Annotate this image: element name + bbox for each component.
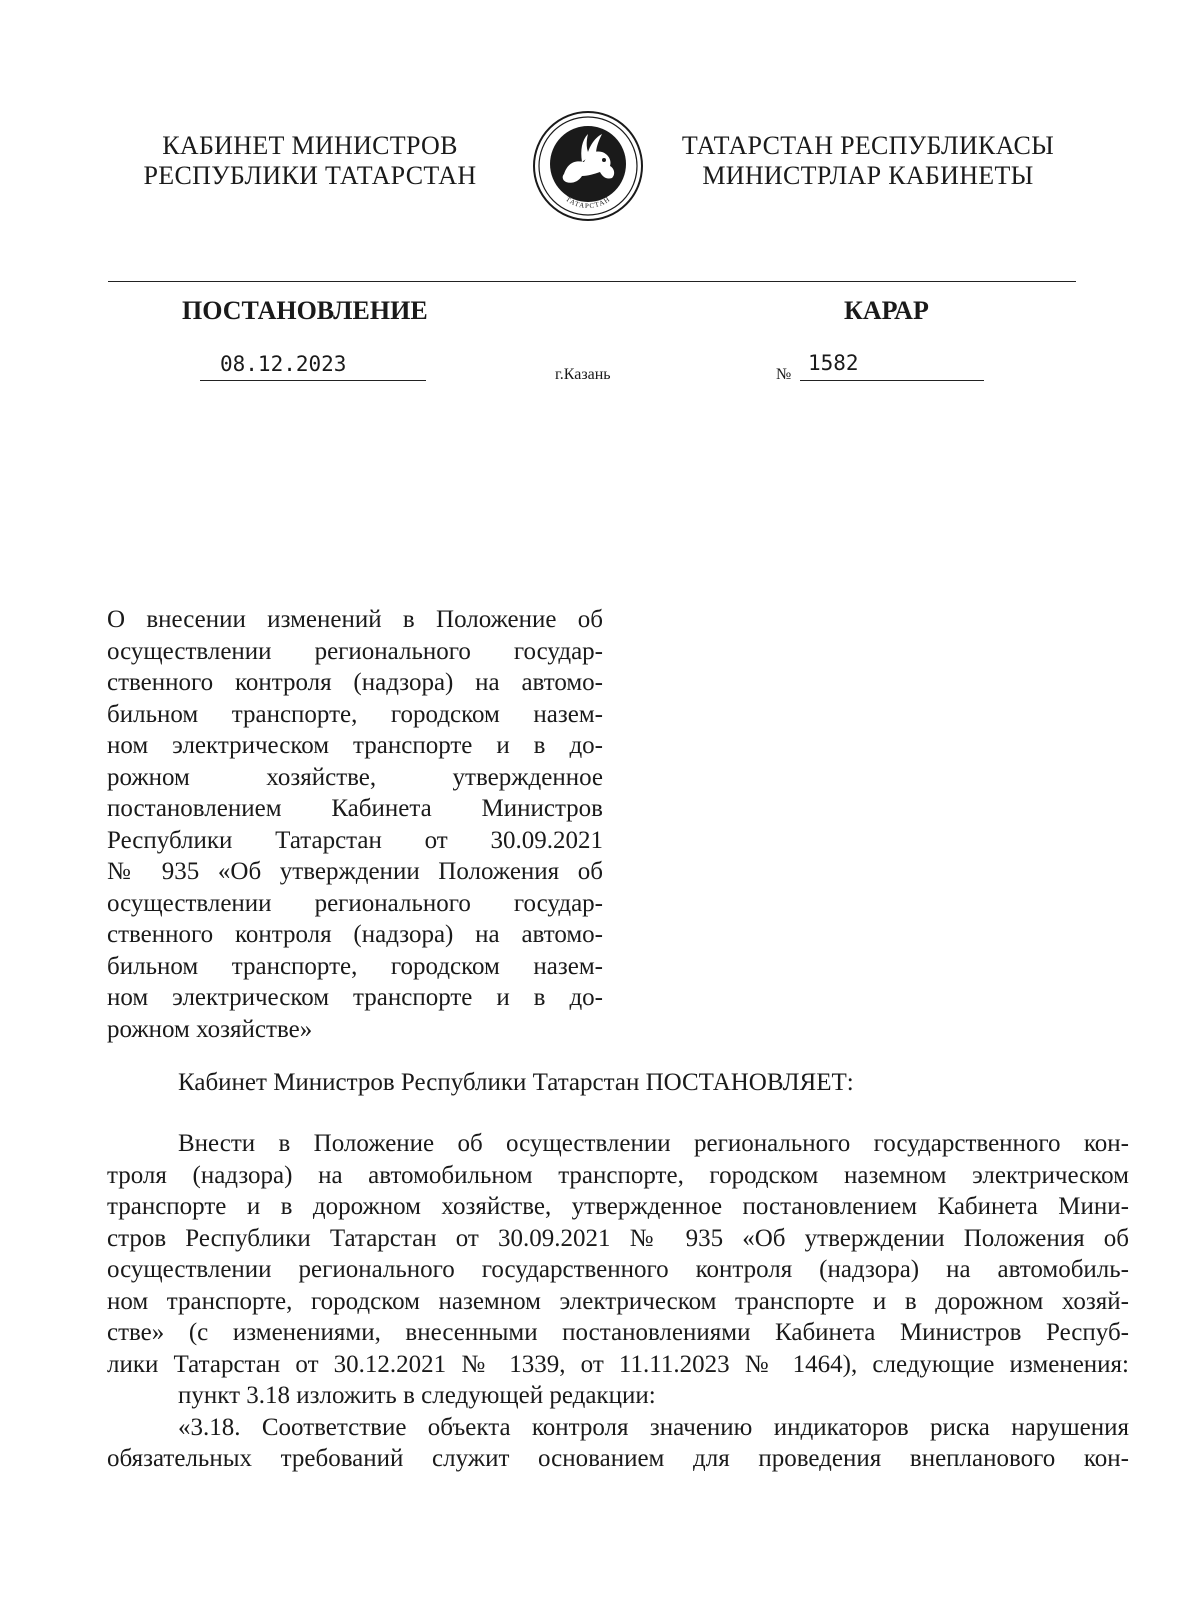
document-title — [107, 604, 603, 1045]
title-line: постановлением Кабинета Министров — [107, 795, 603, 822]
issuer-tt-line2: МИНИСТРЛАР КАБИНЕТЫ — [702, 161, 1034, 190]
body-line: лики Татарстан от 30.12.2021 № 1339, от 11.11.2023 № 1464), следующие изменения: — [107, 1350, 1129, 1378]
issuer-ru — [130, 131, 490, 191]
title-line: Республики Татарстан от 30.09.2021 — [107, 826, 603, 854]
body-line: осуществлении регионального государственного контроля (надзора) на автомобиль- — [107, 1256, 1129, 1283]
title-line: ном электрическом транспорте и в до- — [107, 732, 603, 759]
title-line: бильном транспорте, городском назем- — [107, 952, 603, 980]
doc-type-ru: ПОСТАНОВЛЕНИЕ — [182, 296, 428, 325]
issuer-ru-line1: КАБИНЕТ МИНИСТРОВ — [162, 131, 458, 160]
doc-date: 08.12.2023 — [220, 352, 347, 376]
emblem-label: ТАТАРСТАН — [564, 195, 612, 211]
date-underline — [200, 380, 426, 381]
title-line: ном электрическом транспорте и в до- — [107, 984, 603, 1011]
title-line: ственного контроля (надзора) на автомо- — [107, 669, 603, 696]
decree-statement: Кабинет Министров Республики Татарстан ПОСТАНОВЛЯЕТ: — [178, 1069, 854, 1096]
doc-city: г.Казань — [555, 366, 611, 383]
title-line: бильном транспорте, городском назем- — [107, 700, 603, 728]
body-line: транспорте и в дорожном хозяйстве, утвержденное постановлением Кабинета Мини- — [107, 1193, 1129, 1220]
doc-type-tt: КАРАР — [844, 296, 929, 325]
doc-number: 1582 — [808, 351, 859, 375]
document-body — [107, 1128, 1129, 1475]
title-line: рожном хозяйстве, утвержденное — [107, 763, 603, 791]
number-underline — [800, 380, 984, 381]
body-line: Внести в Положение об осуществлении регионального государственного кон- — [178, 1130, 1129, 1157]
issuer-ru-line2: РЕСПУБЛИКИ ТАТАРСТАН — [143, 161, 477, 190]
body-line: стров Республики Татарстан от 30.09.2021 № 935 «Об утверждении Положения об — [107, 1224, 1129, 1252]
issuer-tt-line1: ТАТАРСТАН РЕСПУБЛИКАСЫ — [681, 131, 1055, 160]
body-line: стве» (с изменениями, внесенными постановлениями Кабинета Министров Респуб- — [107, 1319, 1129, 1346]
body-line: пункт 3.18 изложить в следующей редакции: — [178, 1382, 656, 1409]
header-rule — [108, 281, 1076, 282]
title-line: О внесении изменений в Положение об — [107, 606, 603, 633]
body-line: ном транспорте, городском наземном электрическом транспорте и в дорожном хозяй- — [107, 1287, 1129, 1315]
title-line: осуществлении регионального государ- — [107, 637, 603, 665]
title-line: ственного контроля (надзора) на автомо- — [107, 921, 603, 948]
body-line: «3.18. Соответствие объекта контроля значению индикаторов риска нарушения — [178, 1413, 1129, 1441]
issuer-tt — [668, 131, 1068, 191]
title-line: № 935 «Об утверждении Положения об — [107, 858, 603, 885]
body-line: обязательных требований служит основанием для проведения внепланового кон- — [107, 1445, 1129, 1472]
title-line: осуществлении регионального государ- — [107, 889, 603, 917]
tatarstan-emblem-icon — [532, 110, 644, 222]
number-sign: № — [776, 366, 792, 383]
body-line: троля (надзора) на автомобильном транспорте, городском наземном электрическом — [107, 1161, 1129, 1189]
title-line: рожном хозяйстве» — [107, 1015, 313, 1043]
